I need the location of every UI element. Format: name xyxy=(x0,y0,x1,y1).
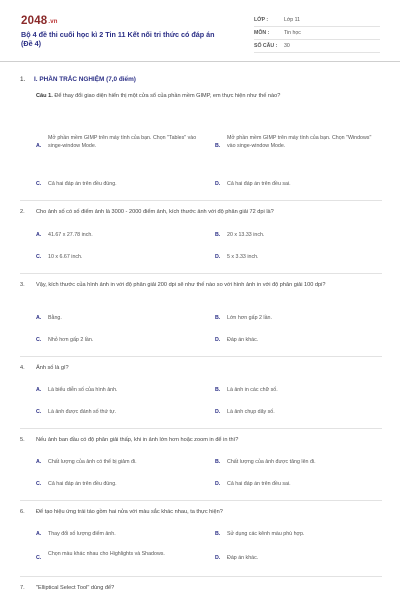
option-letter: D. xyxy=(215,409,221,415)
option-text: Cả hai đáp án trên đều sai. xyxy=(227,181,291,187)
option-text: Đáp án khác. xyxy=(227,337,259,343)
option-text: Chọn màu khác nhau cho Highlights và Shadows. xyxy=(48,551,165,557)
option-text: Là ảnh chụp dãy số. xyxy=(227,409,275,415)
question-divider xyxy=(20,428,382,429)
question-divider xyxy=(20,200,382,201)
question-text: Vậy, kích thước của hình ảnh in với độ phân giải 200 dpi sẽ như thế nào so với hình ảnh in với độ phân giải 100 dpi? xyxy=(36,282,326,288)
meta-key: MÔN : xyxy=(254,30,270,36)
section-heading xyxy=(20,76,136,83)
option-text: Sử dụng các kênh màu phù hợp. xyxy=(227,531,305,537)
option-text: Bằng. xyxy=(48,315,62,321)
option-text: Cả hai đáp án trên đều sai. xyxy=(227,481,291,487)
option-letter: C. xyxy=(36,481,42,487)
section-title: I. PHẦN TRẮC NGHIỆM (7,0 điểm) xyxy=(34,76,136,83)
option-letter: B. xyxy=(215,315,221,321)
option-text: Mở phần mềm GIMP trên máy tính của bạn. Chọn "Tables" vào singe-window Mode. xyxy=(48,135,197,150)
meta-value: 30 xyxy=(284,43,290,49)
question-body: Để thay đổi giao diện hiển thị một cửa sổ của phần mềm GIMP, em thực hiện như thế nào? xyxy=(52,93,281,99)
question-text: "Elliptical Select Tool" dùng để? xyxy=(36,585,115,591)
option-text: 20 x 13.33 inch. xyxy=(227,232,265,238)
meta-row-class xyxy=(254,14,380,27)
question-label: Câu 1. xyxy=(36,93,53,99)
question-text: Ảnh số là gì? xyxy=(36,365,69,371)
option-letter: D. xyxy=(215,181,221,187)
option-letter: C. xyxy=(36,555,42,561)
option-letter: A. xyxy=(36,531,42,537)
question-number: 2. xyxy=(20,209,25,215)
option-letter: C. xyxy=(36,181,42,187)
option-letter: B. xyxy=(215,232,221,238)
option-letter: B. xyxy=(215,459,221,465)
site-logo[interactable] xyxy=(21,15,58,27)
option-letter: C. xyxy=(36,409,42,415)
option-letter: A. xyxy=(36,387,42,393)
option-text: Chất lượng của ảnh được tăng lên đi. xyxy=(227,459,316,465)
option-text: 5 x 3.33 inch. xyxy=(227,254,259,260)
option-text: Lớn hơn gấp 2 lần. xyxy=(227,315,272,321)
option-text: Mở phần mềm GIMP trên máy tính của bạn. Chọn "Windows" vào singe-window Mode. xyxy=(227,135,372,150)
option-text: Nhỏ hơn gấp 2 lần. xyxy=(48,337,94,343)
meta-value: Tin học xyxy=(284,30,301,36)
question-number: 5. xyxy=(20,437,25,443)
option-text: Chất lượng của ảnh có thể bị giảm đi. xyxy=(48,459,137,465)
question-divider xyxy=(20,576,382,577)
question-divider xyxy=(20,356,382,357)
option-letter: A. xyxy=(36,315,42,321)
meta-row-count xyxy=(254,40,380,53)
option-text: 10 x 6.67 inch. xyxy=(48,254,83,260)
page-header xyxy=(0,0,400,62)
option-letter: B. xyxy=(215,387,221,393)
option-text: Là ảnh in các chữ số. xyxy=(227,387,278,393)
question-divider xyxy=(20,273,382,274)
option-letter: B. xyxy=(215,143,221,149)
option-letter: C. xyxy=(36,254,42,260)
option-letter: A. xyxy=(36,143,42,149)
question-number: 6. xyxy=(20,509,25,515)
question-divider xyxy=(20,500,382,501)
question-text xyxy=(36,92,380,100)
option-letter: A. xyxy=(36,459,42,465)
document-title: Bộ 4 đề thi cuối học kì 2 Tin 11 Kết nối tri thức có đáp án (Đề 4) xyxy=(21,30,215,48)
logo-suffix: .vn xyxy=(48,19,58,25)
option-letter: D. xyxy=(215,481,221,487)
logo-main: 2048 xyxy=(21,15,48,27)
meta-key: LỚP : xyxy=(254,17,269,23)
question-number: 4. xyxy=(20,365,25,371)
meta-value: Lớp 11 xyxy=(284,17,300,23)
meta-key: SỐ CÂU : xyxy=(254,43,278,49)
option-letter: A. xyxy=(36,232,42,238)
question-number: 7. xyxy=(20,585,25,591)
option-letter: D. xyxy=(215,555,221,561)
option-letter: D. xyxy=(215,337,221,343)
option-letter: C. xyxy=(36,337,42,343)
option-letter: D. xyxy=(215,254,221,260)
exam-meta xyxy=(254,14,380,53)
question-number: 3. xyxy=(20,282,25,288)
option-text: 41.67 x 27.78 inch. xyxy=(48,232,93,238)
section-number: 1. xyxy=(20,76,26,83)
option-letter: B. xyxy=(215,531,221,537)
option-text: Đáp án khác. xyxy=(227,555,259,561)
option-text: Cả hai đáp án trên đều đúng. xyxy=(48,181,117,187)
option-text: Thay đổi số lượng điểm ảnh. xyxy=(48,531,116,537)
question-text: Nếu ảnh ban đầu có độ phân giải thấp, khi in ảnh lớn hơn hoặc zoom in để in thì? xyxy=(36,437,239,443)
option-text: Là biểu diễn số của hình ảnh. xyxy=(48,387,118,393)
option-text: Là ảnh được đánh số thứ tự. xyxy=(48,409,117,415)
question-text: Để tạo hiệu ứng trái táo gồm hai nửa với màu sắc khác nhau, ta thực hiện? xyxy=(36,509,223,515)
question-text: Cho ảnh số có số điểm ảnh là 3000 - 2000 điểm ảnh, kích thước ảnh với độ phân giải 72 dpi là? xyxy=(36,209,274,215)
option-text: Cả hai đáp án trên đều đúng. xyxy=(48,481,117,487)
meta-row-subject xyxy=(254,27,380,40)
